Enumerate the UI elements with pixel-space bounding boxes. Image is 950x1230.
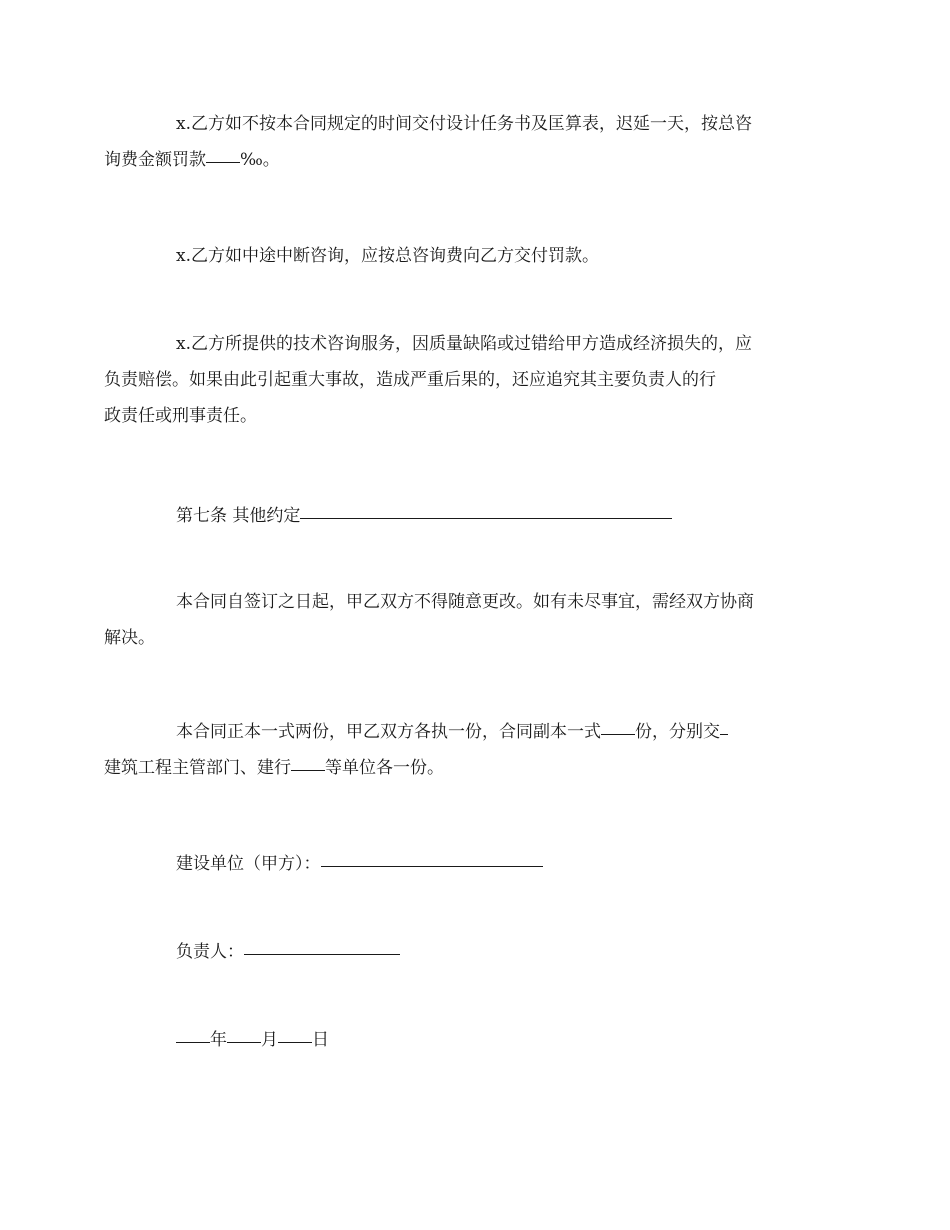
penalty-prefix: 询费金额罚款 — [104, 150, 206, 170]
date-year-blank — [176, 1041, 210, 1043]
clause-interruption-text: x.乙方如中途中断咨询，应按总咨询费向乙方交付罚款。 — [176, 246, 599, 266]
clause-late-delivery — [104, 106, 812, 178]
date-year-label: 年 — [210, 1030, 227, 1050]
copies-recipient-blank — [720, 733, 728, 735]
date-month-blank — [227, 1041, 261, 1043]
amendment-line1: 本合同自签订之日起，甲乙双方不得随意更改。如有未尽事宜，需经双方协商 — [176, 592, 754, 612]
clause-late-delivery-line2 — [104, 150, 280, 170]
article-7 — [140, 498, 812, 534]
date-day-label: 日 — [312, 1030, 329, 1050]
amendment-line2: 解决。 — [104, 628, 155, 648]
clause-liability-line2: 负责赔偿。如果由此引起重大事故，造成严重后果的，还应追究其主要负责人的行 — [104, 370, 716, 390]
copies-line2 — [104, 758, 444, 778]
penalty-suffix: ‰。 — [240, 150, 280, 170]
date-day-blank — [278, 1041, 312, 1043]
penalty-rate-blank — [206, 161, 240, 163]
party-a-label: 建设单位（甲方）： — [176, 854, 321, 874]
copies-line1-a: 本合同正本一式两份，甲乙双方各执一份，合同副本一式 — [176, 722, 601, 742]
party-a-blank — [321, 865, 543, 867]
copies-line2-a: 建筑工程主管部门、建行 — [104, 758, 291, 778]
clause-liability-line1: x.乙方所提供的技术咨询服务，因质量缺陷或过错给甲方造成经济损失的，应 — [176, 334, 752, 354]
copies-paragraph — [104, 714, 812, 786]
responsible-blank — [244, 953, 400, 955]
copies-count-blank — [601, 733, 635, 735]
article-7-blank — [300, 517, 672, 519]
copies-line1 — [176, 722, 728, 742]
copies-unit-blank — [291, 769, 325, 771]
copies-line2-b: 等单位各一份。 — [325, 758, 444, 778]
clause-liability-line3: 政责任或刑事责任。 — [104, 406, 257, 426]
clause-liability — [104, 326, 812, 434]
clause-late-delivery-line1: x.乙方如不按本合同规定的时间交付设计任务书及匡算表，迟延一天，按总咨 — [176, 114, 752, 134]
article-7-label: 第七条 其他约定 — [176, 506, 301, 526]
amendment-paragraph — [104, 584, 812, 656]
date-line — [140, 1022, 812, 1058]
responsible-label: 负责人： — [176, 942, 244, 962]
party-a-line — [140, 846, 812, 882]
clause-interruption — [140, 238, 812, 274]
copies-line1-b: 份，分别交 — [635, 722, 720, 742]
responsible-line — [140, 934, 812, 970]
date-month-label: 月 — [261, 1030, 278, 1050]
